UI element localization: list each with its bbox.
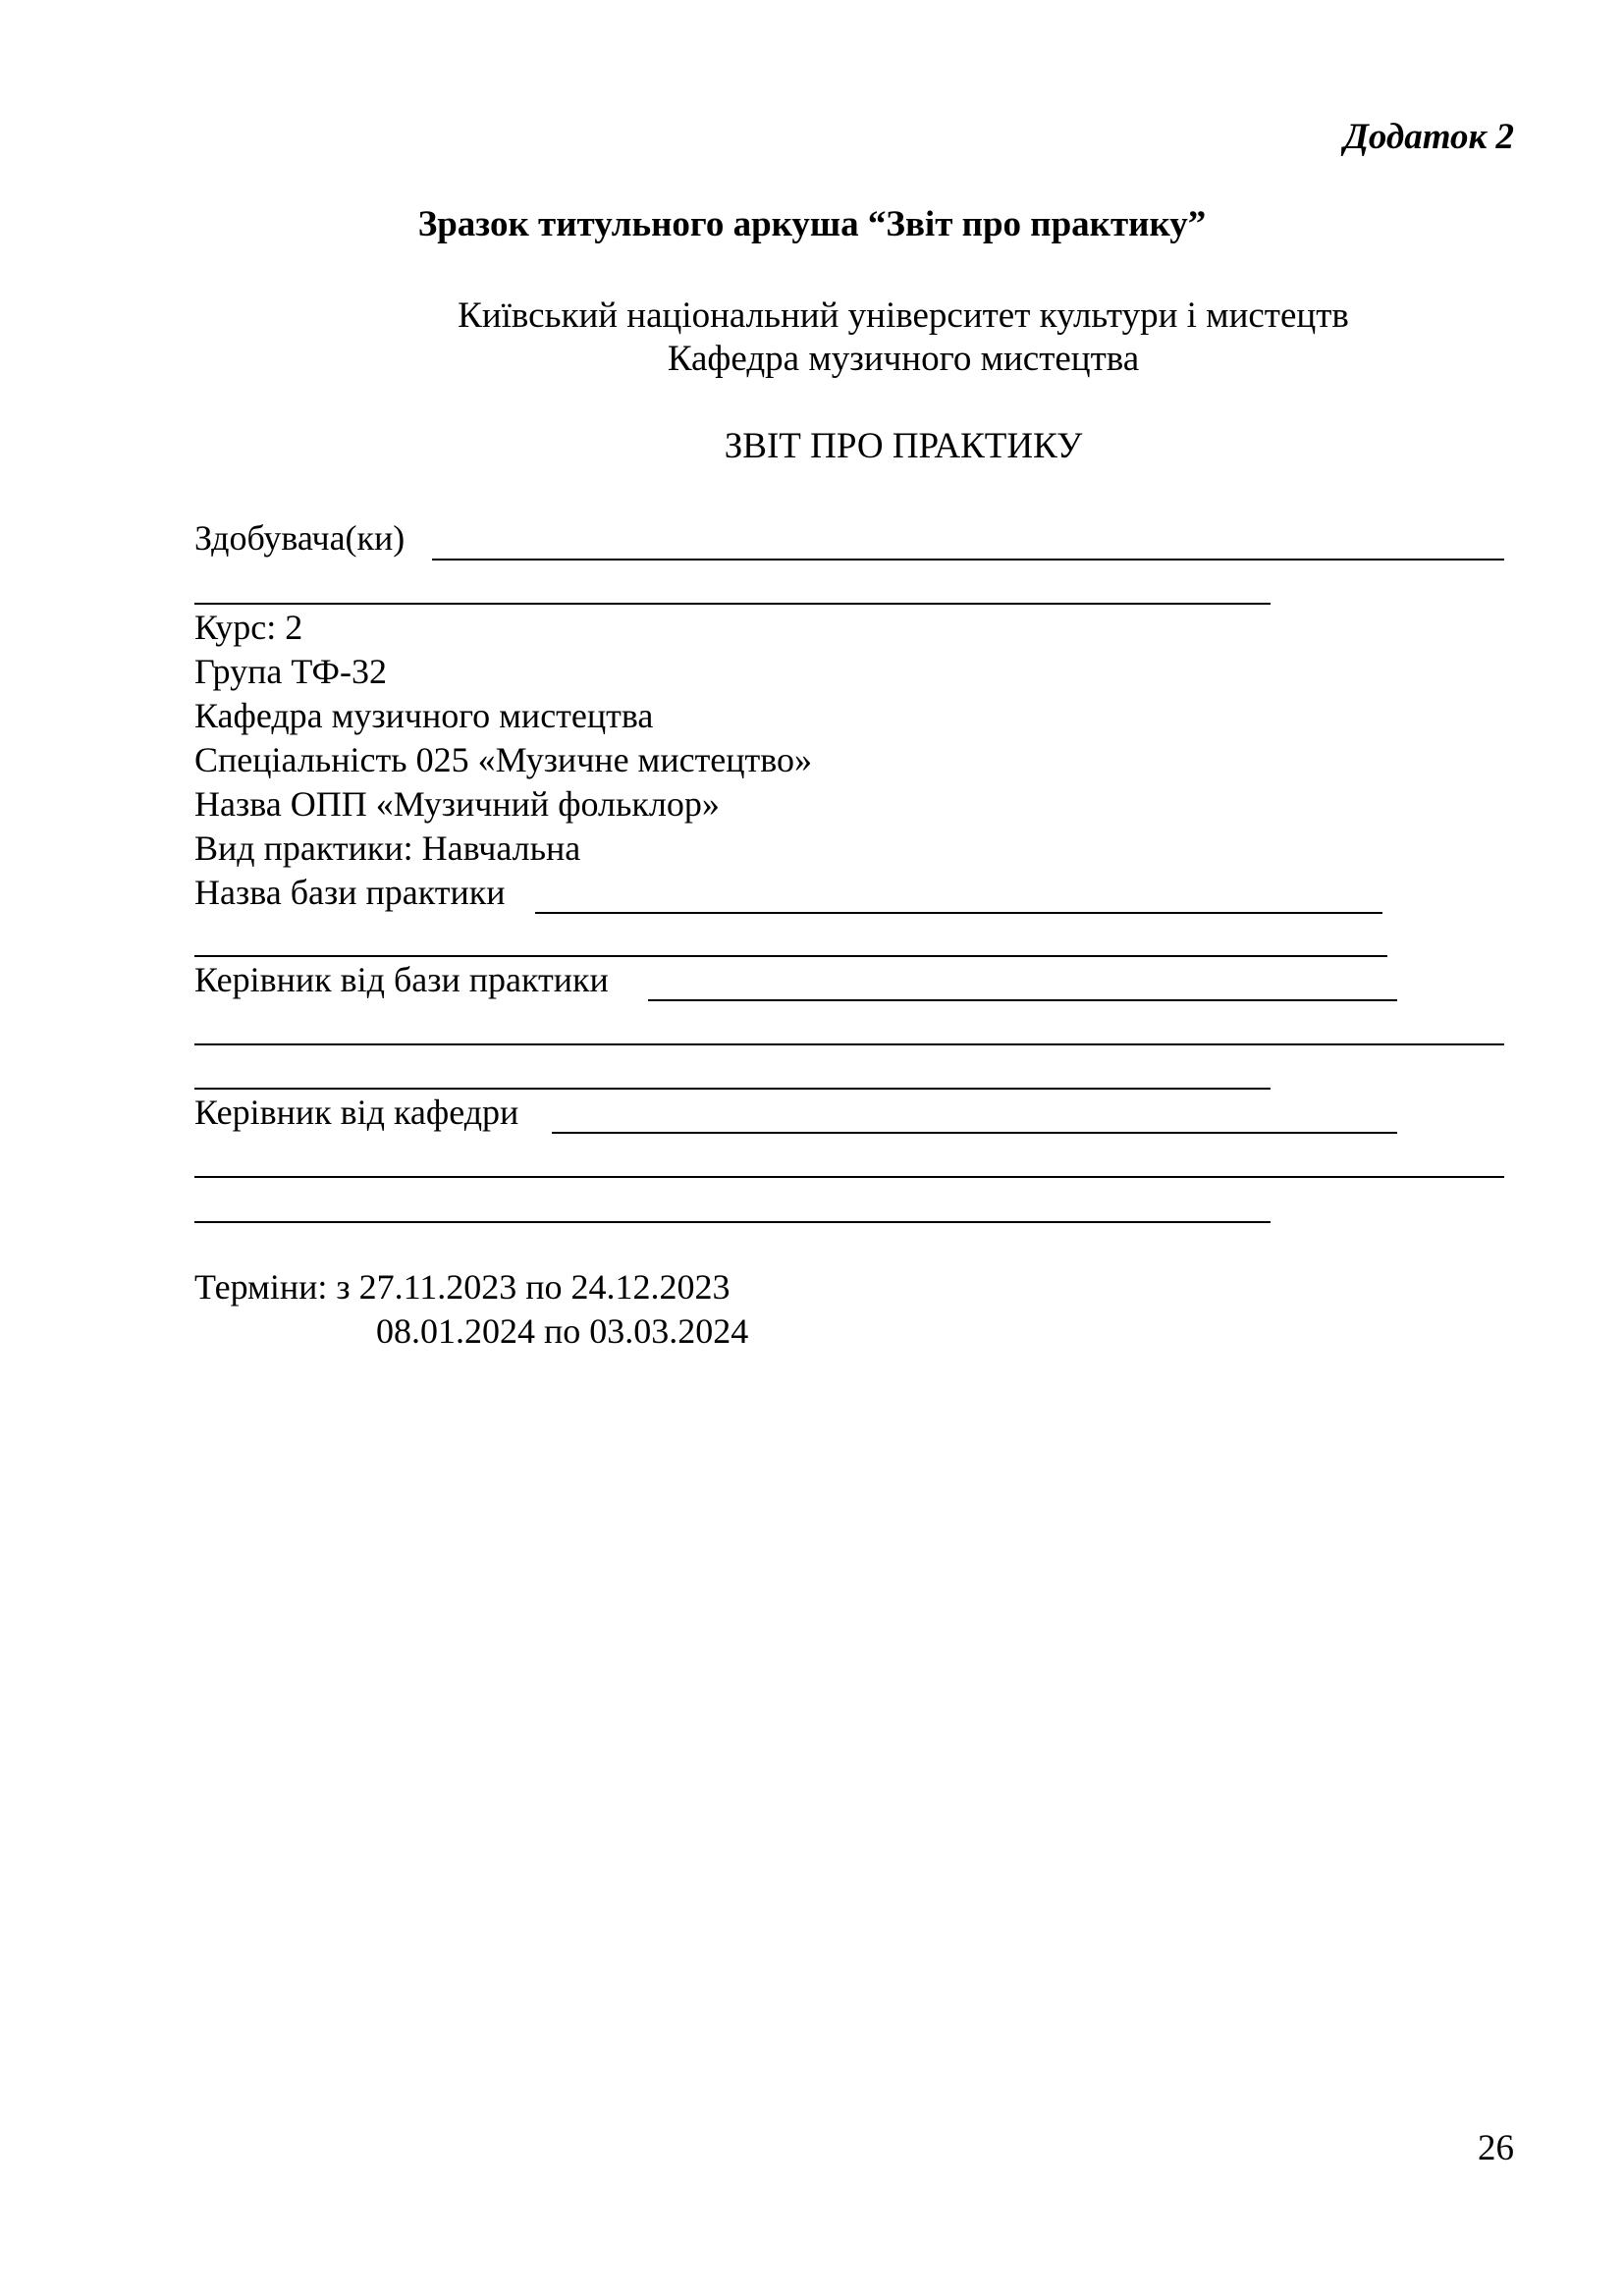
base-supervisor-blank-2[interactable] [194,1043,1504,1045]
dept-supervisor-blank-3[interactable] [194,1221,1271,1223]
course-line: Курс: 2 [194,608,303,647]
practice-base-blank-2[interactable] [194,955,1387,957]
base-supervisor-blank[interactable] [648,999,1397,1001]
dept-supervisor-label: Керівник від кафедри [194,1093,519,1132]
base-supervisor-label: Керівник від бази практики [194,960,609,999]
appendix-label: Додаток 2 [1343,117,1514,157]
specialty-line: Спеціальність 025 «Музичне мистецтво» [194,740,813,779]
student-name-blank[interactable] [432,559,1504,561]
practice-base-blank[interactable] [535,912,1382,914]
program-line: Назва ОПП «Музичний фольклор» [194,784,720,824]
base-supervisor-blank-3[interactable] [194,1088,1271,1090]
sample-title: Зразок титульного аркуша “Звіт про практику” [417,204,1207,244]
group-line: Група ТФ-32 [194,652,387,691]
page-number: 26 [1478,2128,1514,2168]
dept-supervisor-blank-2[interactable] [194,1176,1504,1178]
department-line: Кафедра музичного мистецтва [194,696,654,735]
terms-line-1: Терміни: з 27.11.2023 по 24.12.2023 [194,1267,731,1307]
department-header: Кафедра музичного мистецтва [667,339,1140,379]
student-label: Здобувача(ки) [194,518,406,558]
dept-supervisor-blank[interactable] [552,1132,1397,1134]
university-name: Київський національний університет культури і мистецтв [458,295,1349,336]
practice-base-label: Назва бази практики [194,873,506,912]
report-title: ЗВІТ ПРО ПРАКТИКУ [724,426,1083,466]
practice-type-line: Вид практики: Навчальна [194,828,581,868]
terms-line-2: 08.01.2024 по 03.03.2024 [376,1311,749,1351]
student-name-blank-2[interactable] [194,603,1271,605]
